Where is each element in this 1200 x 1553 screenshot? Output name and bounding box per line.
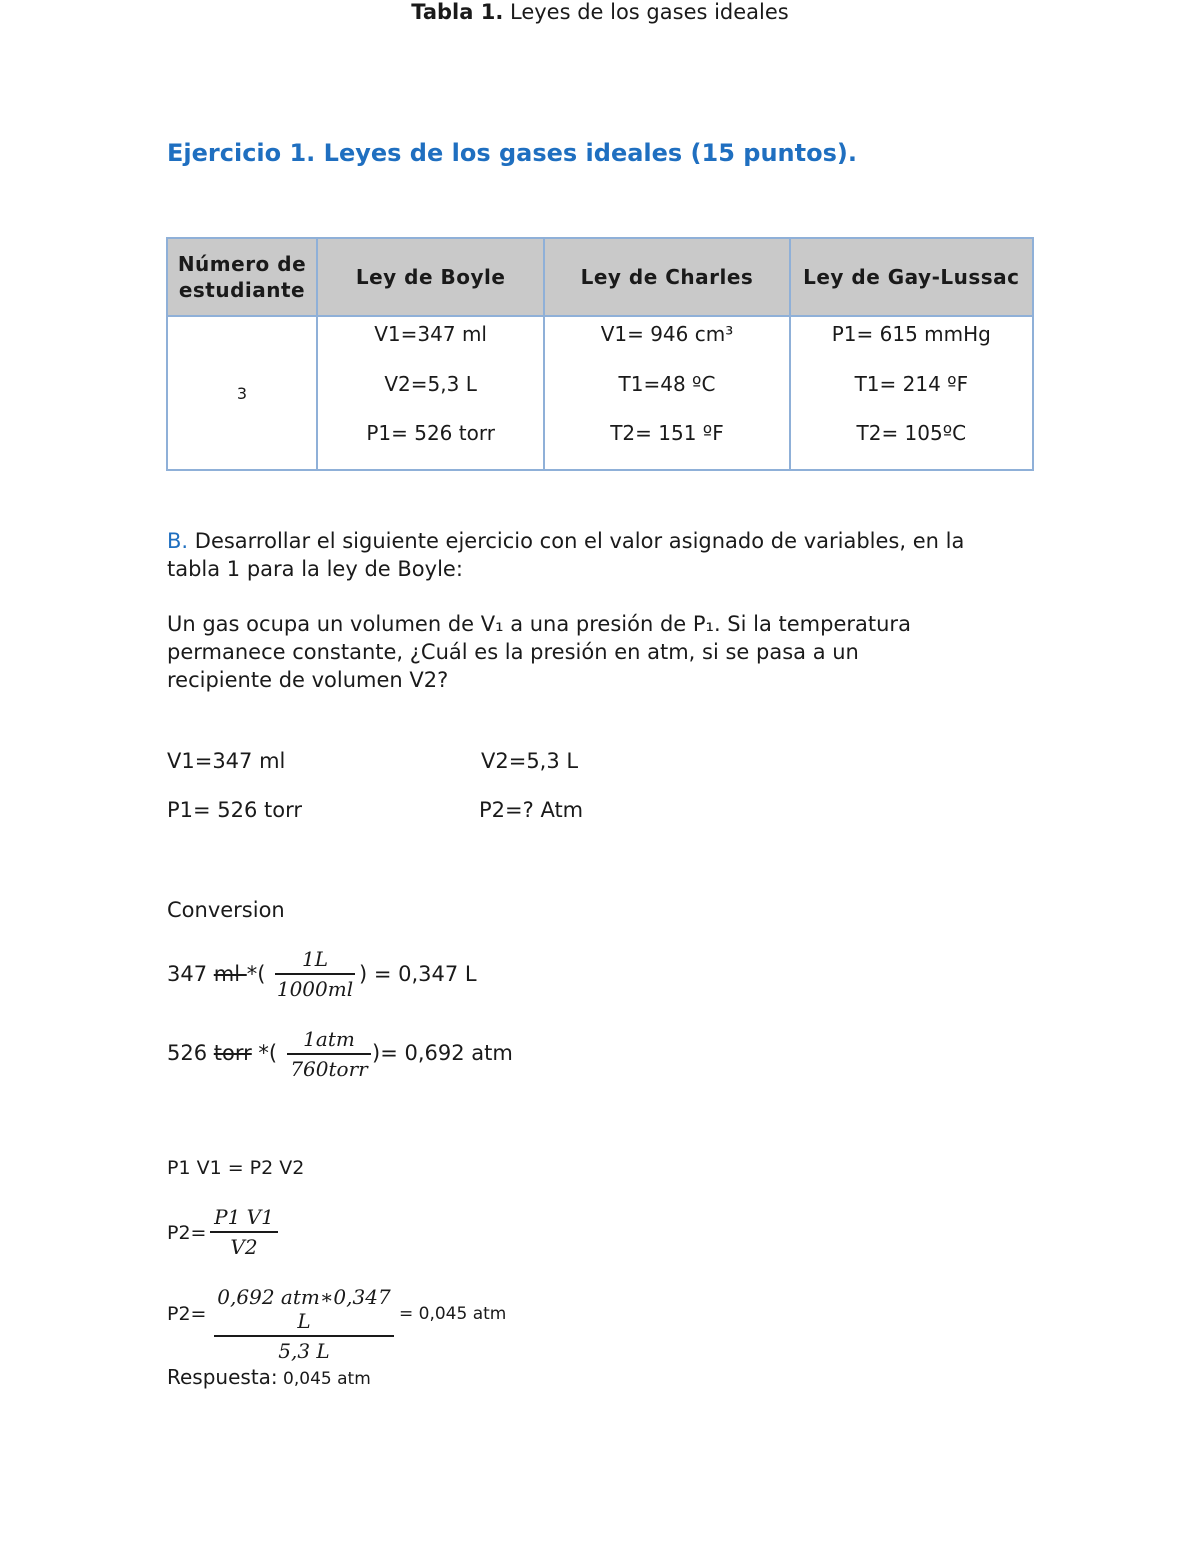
given-p2: P2=? Atm — [479, 798, 584, 822]
exercise-heading: Ejercicio 1. Leyes de los gases ideales (15 puntos). — [167, 139, 857, 167]
conversion-ml — [167, 962, 265, 986]
conversion-ml-op: *( — [246, 962, 266, 986]
calc-fraction — [214, 1285, 394, 1363]
table-caption-label: Tabla 1. — [411, 0, 504, 24]
gay-lussac-cell — [790, 316, 1033, 470]
fraction-bar — [287, 1053, 371, 1055]
fraction-bar — [210, 1231, 278, 1233]
table-header-row — [167, 238, 1033, 316]
boyle-p1: P1= 526 torr — [366, 421, 495, 445]
calc-result: = 0,045 atm — [399, 1304, 507, 1324]
charles-v1: V1= 946 cm³ — [600, 322, 734, 346]
gay-lussac-t1: T1= 214 ºF — [854, 371, 969, 396]
table-caption — [0, 0, 1200, 24]
part-b-label: B. — [167, 529, 189, 553]
header-gay-lussac: Ley de Gay-Lussac — [790, 238, 1033, 316]
conversion-title: Conversion — [167, 898, 285, 922]
charles-t2: T2= 151 ºF — [610, 421, 724, 445]
conversion-ml-denominator: 1000ml — [276, 977, 354, 1001]
conversion-torr-op: *( — [251, 1041, 278, 1065]
header-boyle: Ley de Boyle — [317, 238, 544, 316]
conversion-ml-unit: ml — [213, 962, 247, 986]
given-v1: V1=347 ml — [167, 749, 286, 773]
conversion-ml-fraction — [275, 947, 355, 1001]
student-number-cell: 3 — [167, 316, 317, 470]
conversion-torr-denominator: 760torr — [290, 1057, 368, 1081]
given-v2: V2=5,3 L — [481, 749, 579, 773]
p2-numerator: P1 V1 — [214, 1205, 274, 1229]
table-row — [167, 316, 1033, 470]
calc-label: P2= — [167, 1303, 207, 1325]
gay-lussac-t2: T2= 105ºC — [856, 421, 967, 445]
answer — [167, 1365, 371, 1389]
conversion-torr-value: 526 — [167, 1041, 214, 1065]
fraction-bar — [214, 1335, 394, 1337]
problem-line-2: permanece constante, ¿Cuál es la presión en atm, si se pasa a un — [167, 640, 859, 664]
given-p1: P1= 526 torr — [167, 798, 303, 822]
conversion-torr-fraction — [287, 1027, 371, 1081]
charles-cell — [544, 316, 789, 470]
problem-line-3: recipiente de volumen V2? — [167, 668, 449, 692]
table-caption-text: Leyes de los gases ideales — [503, 0, 789, 24]
header-student-number: Número de estudiante — [167, 238, 317, 316]
boyle-formula: P1 V1 = P2 V2 — [167, 1157, 305, 1179]
conversion-torr — [167, 1041, 277, 1065]
conversion-ml-numerator: 1L — [301, 947, 328, 971]
header-charles: Ley de Charles — [544, 238, 789, 316]
calc-denominator: 5,3 L — [278, 1339, 330, 1363]
boyle-v1: V1=347 ml — [374, 322, 487, 346]
boyle-v2: V2=5,3 L — [384, 371, 477, 396]
part-b-text: Desarrollar el siguiente ejercicio con el valor asignado de variables, en la — [188, 529, 965, 553]
fraction-bar — [275, 973, 355, 975]
conversion-ml-value: 347 — [167, 962, 214, 986]
answer-label: Respuesta: — [167, 1365, 278, 1389]
calc-numerator: 0,692 atm∗0,347 L — [217, 1285, 391, 1333]
charles-t1: T1=48 ºC — [618, 371, 716, 396]
conversion-torr-numerator: 1atm — [303, 1027, 355, 1051]
p2-fraction — [210, 1205, 278, 1259]
p2-label: P2= — [167, 1222, 207, 1244]
gas-laws-table — [166, 237, 1034, 471]
conversion-torr-result: )= 0,692 atm — [372, 1041, 513, 1065]
conversion-torr-unit: torr — [213, 1041, 252, 1065]
gay-lussac-p1: P1= 615 mmHg — [831, 322, 991, 346]
conversion-ml-result: ) = 0,347 L — [359, 962, 477, 986]
answer-value: 0,045 atm — [277, 1369, 371, 1389]
problem-line-1: Un gas ocupa un volumen de V₁ a una presión de P₁. Si la temperatura — [167, 612, 911, 636]
boyle-cell — [317, 316, 544, 470]
p2-denominator: V2 — [230, 1235, 258, 1259]
part-b-line-1 — [167, 529, 964, 553]
part-b-line-2: tabla 1 para la ley de Boyle: — [167, 557, 463, 581]
